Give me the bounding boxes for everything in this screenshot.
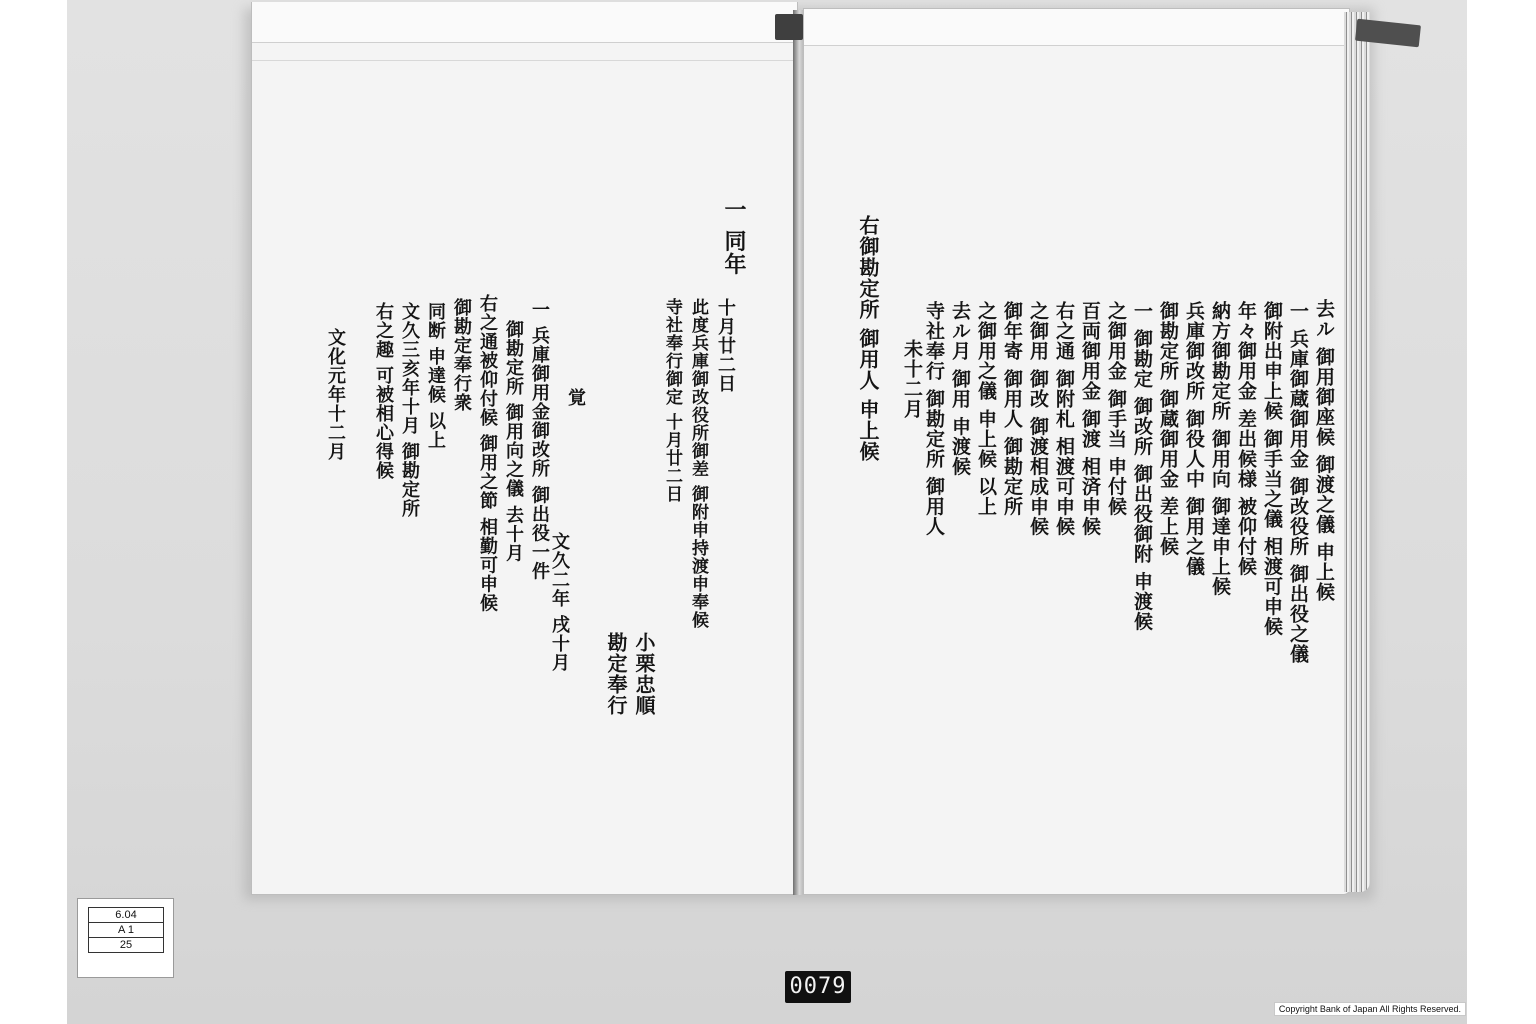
- right-page-column: 之御用 御改 御渡相成申候: [1027, 301, 1049, 537]
- page-edges: [1344, 12, 1370, 892]
- call-number-row: 25: [89, 938, 164, 953]
- left-page: [251, 2, 798, 895]
- left-page-heading: 一 同年: [721, 198, 747, 276]
- left-page-column: 此度兵庫御改役所御差 御附申持渡申奉候: [688, 298, 708, 629]
- right-page-column: 之御用金 御手当 申付候: [1105, 301, 1127, 517]
- copyright-notice: Copyright Bank of Japan All Rights Reserved.: [1274, 1002, 1466, 1016]
- left-page-column: 勘定奉行: [604, 632, 628, 716]
- right-page-column: 右之通 御附札 相渡可申候: [1053, 301, 1075, 537]
- call-number-row: 6.04: [89, 908, 164, 923]
- left-page-column: 文化元年十二月: [325, 328, 346, 461]
- left-page-column: 右之通被仰付候 御用之節 相勤可申候: [477, 294, 498, 613]
- right-page-column: 去ル月 御用 申渡候: [949, 301, 971, 477]
- right-page-column: 一 御勘定 御改所 御出役御附 申渡候: [1131, 301, 1153, 632]
- left-page-column: 同断 申達候 以上: [425, 302, 446, 450]
- left-page-top-edge-inner: [252, 46, 797, 61]
- right-page-column: 右御勘定所 御用人 申上候: [856, 215, 880, 462]
- right-page-column: 御附出申上候 御手当之儀 相渡可申候: [1261, 301, 1283, 637]
- right-page-column: 一 兵庫御蔵御用金 御改役所 御出役之儀: [1287, 301, 1309, 664]
- right-page-column: 御勘定所 御蔵御用金 差上候: [1157, 301, 1179, 557]
- right-page-column: 納方御勘定所 御用向 御達申上候: [1209, 301, 1231, 597]
- left-page-column: 右之趣 可被相心得候: [373, 302, 394, 481]
- call-number-table: [88, 907, 164, 953]
- right-page-column: 百両御用金 御渡 相済申候: [1079, 301, 1101, 537]
- call-number-row: A 1: [89, 923, 164, 938]
- left-page-column: 文久二年 戌十月: [549, 532, 570, 673]
- call-number-card: [77, 898, 174, 978]
- binding-clip-left: [775, 14, 803, 40]
- left-page-column: 寺社奉行御定 十月廿二日: [662, 298, 682, 503]
- left-page-column: 御勘定奉行衆: [451, 298, 472, 412]
- frame-number: 0079: [785, 971, 851, 1003]
- right-page-column: 年々御用金 差出候様 被仰付候: [1235, 301, 1257, 577]
- left-page-column: 十月廿二日: [715, 298, 736, 393]
- right-page-column: 之御用之儀 申上候 以上: [975, 301, 997, 517]
- left-page-column: 覚: [565, 388, 586, 407]
- right-page-column: 去ル 御用御座候 御渡之儀 申上候: [1313, 299, 1335, 602]
- left-page-column: 御勘定所 御用向之儀 去十月: [503, 320, 524, 563]
- left-page-column: 文久三亥年十月 御勘定所: [399, 302, 420, 519]
- left-page-column: 一 兵庫御用金御改所 御出役一件: [529, 300, 550, 581]
- right-page-column: 兵庫御改所 御役人中 御用之儀: [1183, 301, 1205, 577]
- right-page-column: 寺社奉行 御勘定所 御用人: [923, 301, 945, 537]
- left-page-top-edge: [252, 2, 797, 43]
- right-page-column: 御年寄 御用人 御勘定所: [1001, 301, 1023, 517]
- left-page-column: 小栗忠順: [632, 632, 656, 716]
- right-page: [803, 8, 1350, 895]
- right-page-top-edge: [804, 9, 1349, 46]
- right-page-column: 未十二月: [901, 339, 923, 419]
